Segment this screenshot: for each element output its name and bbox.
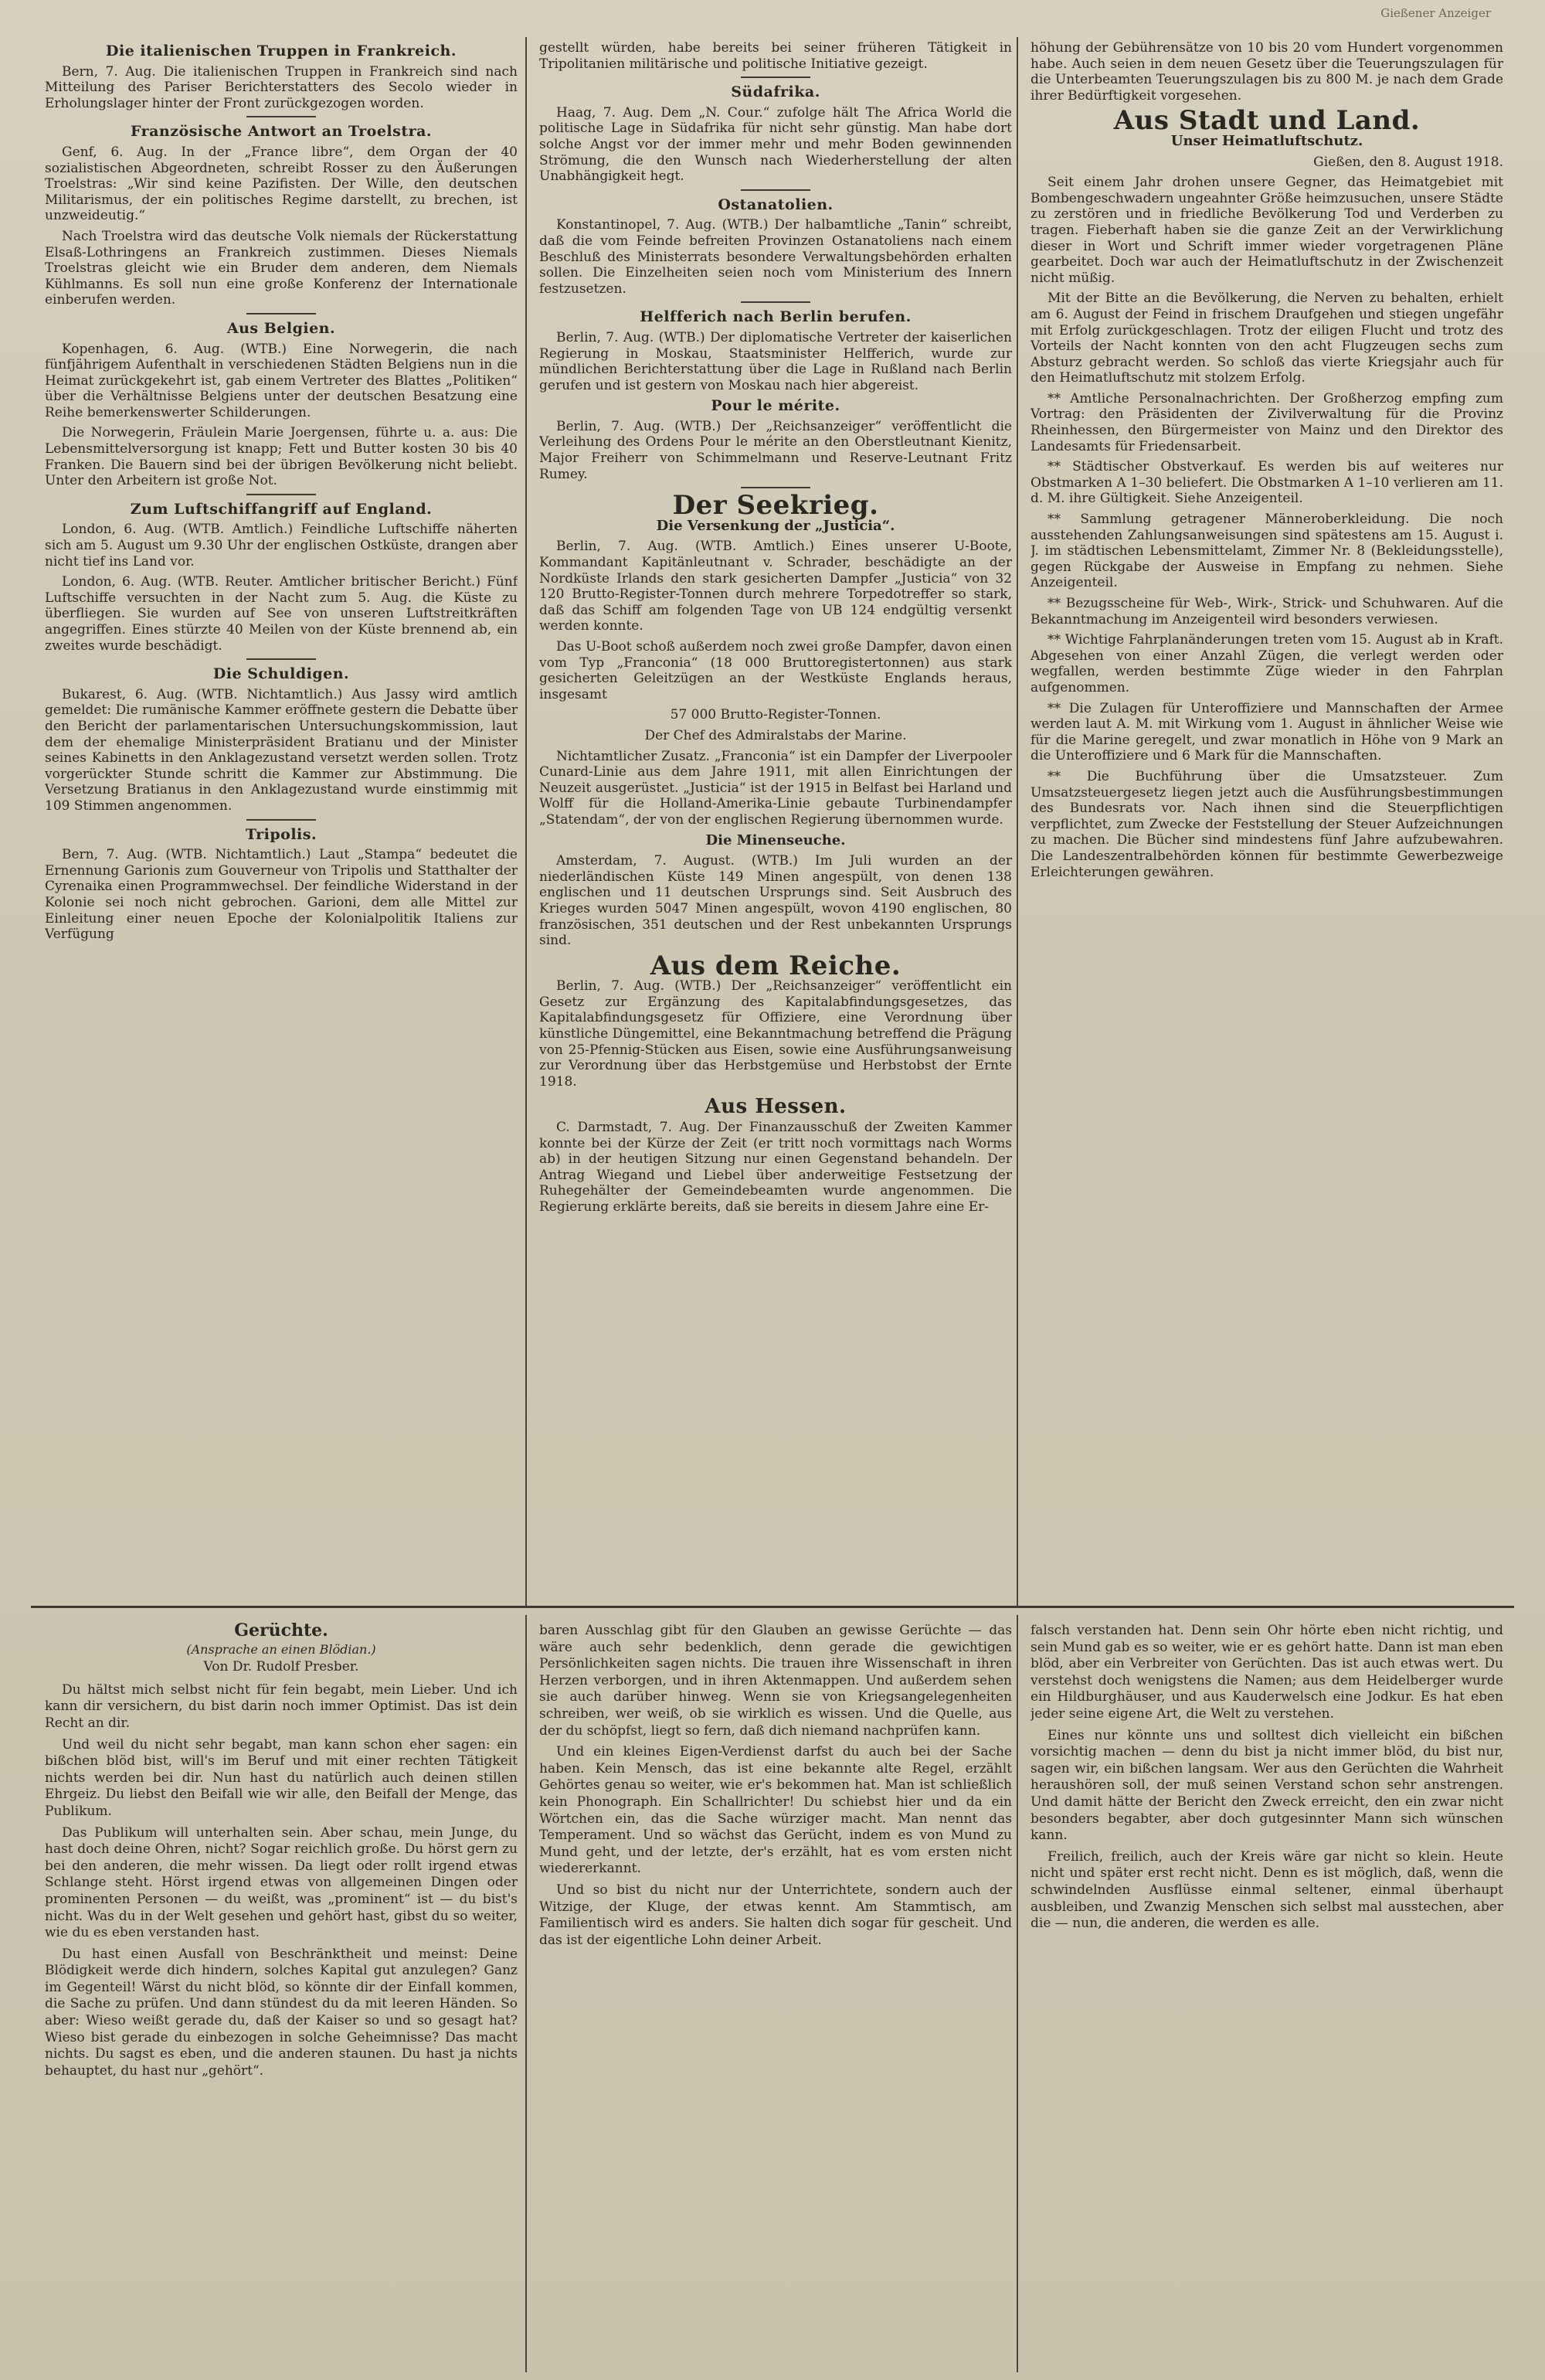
separator [741,189,810,191]
headline: Französische Antwort an Troelstra. [130,123,433,141]
separator [741,301,810,303]
article-text: Bern, 7. Aug. (WTB. Nichtamtlich.) Laut „Stampa“ bedeutet die Ernennung Garionis zum Gouverneur von Tripolis und Statthalter der Cyrenaika einen Programmwechsel. Der feindliche Widerstand in der Kolonie sei noch nicht gebrochen. Garioni, dem alle Mittel zur Einleitung einer neuen Epoche der Kolonialpolitik Italiens zur Verfügung [45,847,518,943]
dateline: Gießen, den 8. August 1918. [1313,154,1503,170]
article-text: Haag, 7. Aug. Dem „N. Cour.“ zufolge hält The Africa World die politische Lage in Südafrika für nicht sehr günstig. Man habe dort solche Angst vor der immer mehr und mehr Boden gewinnenden Strömung, die den Wunsch nach Wiederherstellung der alten Unabhängigkeit hegt. [539,104,1012,185]
article-text: ** Städtischer Obstverkauf. Es werden bis auf weiteres nur Obstmarken A 1–30 beliefert. Die Obstmarken A 1–10 verlieren am 11. d. M. ihre Gültigkeit. Siehe Anzeigenteil. [1031,459,1503,507]
article-text: London, 6. Aug. (WTB. Reuter. Amtlicher britischer Bericht.) Fünf Luftschiffe versuchten in der Nacht zum 5. Aug. die Küste zu überfliegen. Sie wurden auf See von unseren Luftstreitkräften angegriffen. Eines stürzte 40 Meilen von der Küste brennend ab, ein zweites wurde beschädigt. [45,574,518,654]
separator [246,658,316,660]
headline: Die Minenseuche. [705,831,846,848]
separator [246,819,316,821]
article-text: ** Bezugsscheine für Web-, Wirk-, Strick- und Schuhwaren. Auf die Bekanntmachung im Anzeigenteil wird besonders verwiesen. [1031,596,1503,627]
column-3 [1031,40,1503,1600]
article-text: ** Sammlung getragener Männeroberkleidung. Die noch ausstehenden Zahlungsanweisungen sind spätestens am 15. August i. J. im städtischen Lebensmittelamt, Zimmer Nr. 8 (Bekleidungsstelle), gegen Rückgabe der Ausweise in Empfang zu nehmen. Siehe Anzeigenteil. [1031,512,1503,591]
feuilleton-text: Du hältst mich selbst nicht für fein begabt, mein Lieber. Und ich kann dir versichern, du bist darin noch immer Optimist. Das ist dein Recht an dir. [45,1681,518,1731]
feuilleton-text: Freilich, freilich, auch der Kreis wäre gar nicht so klein. Heute nicht und später erst recht nicht. Denn es ist möglich, daß, wenn die schwindelnden Ausflüsse einmal seltener, einmal überhaupt ausbleiben, und Zwanzig Menschen sich selbst mal ausstechen, aber die — nun, die anderen, die werden es alle. [1031,1848,1503,1932]
feuilleton-subtitle: (Ansprache an einen Blödian.) [186,1641,376,1657]
feuilleton-text: Und so bist du nicht nur der Unterrichtete, sondern auch der Witzige, der Kluge, der etwas kennt. Am Stammtisch, am Familientisch wird es anders. Sie halten dich sogar für gescheit. Und das ist der eigentliche Lohn deiner Arbeit. [539,1882,1012,1948]
article-text: Bukarest, 6. Aug. (WTB. Nichtamtlich.) Aus Jassy wird amtlich gemeldet: Die rumänische Kammer eröffnete gestern die Debatte über den Bericht der parlamentarischen Untersuchungskommission, laut dem der ehemalige Ministerpräsident Bratianu und der Minister seines Kabinetts in den Anklagezustand versetzt werden sollen. Trotz vorgerückter Stunde schritt die Kammer zur Abstimmung. Die Versetzung Bratianus in den Anklagezustand wurde einstimmig mit 109 Stimmen angenommen. [45,686,518,814]
article-text: Amsterdam, 7. August. (WTB.) Im Juli wurden an der niederländischen Küste 149 Minen angespült, von denen 138 englischen und 11 deutschen Ursprungs sind. Seit Ausbruch des Krieges wurden 5047 Minen angespült, wovon 4190 englischen, 80 französischen, 351 deutschen und der Rest unbekannten Ursprungs sind. [539,853,1012,949]
feuilleton-rule [31,1606,1514,1608]
headline: Die Schuldigen. [212,665,350,683]
column-1 [45,40,518,1600]
feuilleton-text: Und weil du nicht sehr begabt, man kann schon eher sagen: ein bißchen blöd bist, will's im Beruf und mit einer rechten Tätigkeit nichts werden bei dir. Nun hast du natürlich auch deinen stillen Ehrgeiz. Du liebst den Beifall wie wir alle, den Beifall der Menge, das Publikum. [45,1736,518,1819]
headline: Tripolis. [245,825,317,843]
section-headline: Aus Stadt und Land. [1113,105,1421,137]
section-headline: Der Seekrieg. [672,490,879,522]
headline: Pour le mérite. [711,397,840,415]
signature-line: Der Chef des Admiralstabs der Marine. [644,727,907,743]
feuilleton-text: Das Publikum will unterhalten sein. Aber schau, mein Junge, du hast doch deine Ohren, nicht? Sogar reichlich große. Du hörst gern zu bei den anderen, die mehr wissen. Da liegt oder rollt irgend etwas Schlange steht. Hörst irgend etwas von allgemeinen Dingen oder prominenten Personen — du weißt, was „prominent“ ist — du bist's nicht. Was du in der Welt gesehen und gehört hast, gibst du so weiter, wie du es eben verstanden hast. [45,1824,518,1941]
article-text: Mit der Bitte an die Bevölkerung, die Nerven zu behalten, erhielt am 6. August der Feind in frischem Draufgehen und stiegen ungefähr mit Erfolg zurückgeschlagen. Trotz der eiligen Flucht und trotz des Vorteils der Nacht konnten von den acht Flugzeugen sechs zum Absturz gebracht werden. So schloß das vierte Kriegsjahr auch für den Heimatluftschutz mit stolzem Erfolg. [1031,291,1503,386]
section-headline: Aus Hessen. [705,1095,847,1119]
headline: Helfferich nach Berlin berufen. [640,308,912,326]
section-headline: Aus dem Reiche. [650,950,902,981]
article-text: Konstantinopel, 7. Aug. (WTB.) Der halbamtliche „Tanin“ schreibt, daß die vom Feinde befreiten Provinzen Ostanatoliens nach einem Beschluß des Ministerrats besondere Verwaltungsbehörden erhalten sollen. Die Einzelheiten seien noch vom Ministerium des Innern festzusetzen. [539,217,1012,297]
separator [246,313,316,314]
article-text: ** Die Zulagen für Unteroffiziere und Mannschaften der Armee werden laut A. M. mit Wirkung vom 1. August in ähnlicher Weise wie für die Marine geregelt, und zwar monatlich in Höhe von 9 Mark an die Unteroffiziere und 6 Mark für die Mannschaften. [1031,700,1503,764]
feuilleton-column-3 [1031,1623,1503,2365]
article-text: Nach Troelstra wird das deutsche Volk niemals der Rückerstattung Elsaß-Lothringens an Frankreich zustimmen. Dieses Niemals Troelstras gleicht wie ein Bruder dem anderen, dem Niemals Kühlmanns. Es soll nun eine große Konferenz der Internationale einberufen werden. [45,228,518,308]
column-rule [525,37,527,1606]
article-text: ** Amtliche Personalnachrichten. Der Großherzog empfing zum Vortrag: den Präsidenten der Zivilverwaltung für die Provinz Rheinhessen, den Bürgermeister von Mainz und den Direktor des Landesamts für Friedensarbeit. [1031,390,1503,454]
article-text: Seit einem Jahr drohen unsere Gegner, das Heimatgebiet mit Bombengeschwadern ungeahnter Größe heimzusuchen, unsere Städte zu zerstören und in friedliche Bevölkerung Tod und Verderben zu tragen. Fieberhaft haben sie die ganze Zeit an der Verwirklichung dieser in Wort und Schrift immer wieder vorgetragenen Pläne gearbeitet. Doch war auch der Heimatluftschutz in der Zwischenzeit nicht müßig. [1031,175,1503,286]
tonnage-total: 57 000 Brutto-Register-Tonnen. [670,707,881,723]
article-text: Berlin, 7. Aug. (WTB.) Der „Reichsanzeiger“ veröffentlicht ein Gesetz zur Ergänzung des Kapitalabfindungsgesetzes, das Kapitalabfindungsgesetz für Offiziere, eine Verordnung über künstliche Düngemittel, eine Bekanntmachung betreffend die Prägung von 25-Pfennig-Stücken aus Eisen, sowie eine Ausführungsanweisung zur Verordnung über das Herbstgemüse und Herbstobst der Ernte 1918. [539,978,1012,1090]
article-text: Das U-Boot schoß außerdem noch zwei große Dampfer, davon einen vom Typ „Franconia“ (18 000 Bruttoregistertonnen) aus stark gesicherten Geleitzügen an der Westküste Englands heraus, insgesamt [539,639,1012,702]
article-text: höhung der Gebührensätze von 10 bis 20 vom Hundert vorgenommen habe. Auch seien in dem neuen Gesetz über die Teuerungszulagen für die Unterbeamten Teuerungszulagen bis zu 800 M. je nach dem Grade ihrer Bedürftigkeit vorgesehen. [1031,40,1503,104]
article-text: ** Die Buchführung über die Umsatzsteuer. Zum Umsatzsteuergesetz liegen jetzt auch die Ausführungsbestimmungen des Bundesrats vor. Nach ihnen sind die Steuerpflichtigen verpflichtet, zum Zwecke der Feststellung der Steuer Aufzeichnungen zu machen. Die Bücher sind mindestens fünf Jahre aufzubewahren. Die Landeszentralbehörden können für bestimmte Gewerbezweige Erleichterungen gewähren. [1031,768,1503,880]
article-text: C. Darmstadt, 7. Aug. Der Finanzausschuß der Zweiten Kammer konnte bei der Kürze der Zeit (er tritt noch vormittags nach Worms ab) in der heutigen Sitzung nur einen Gegenstand behandeln. Der Antrag Wiegand und Liebel über anderweitige Festsetzung der Ruhegehälter der Gemeindebeamten wurde angenommen. Die Regierung erklärte bereits, daß sie bereits in diesem Jahre eine Er- [539,1120,1012,1215]
separator [246,116,316,117]
feuilleton-column-2 [539,1623,1012,2365]
article-text: London, 6. Aug. (WTB. Amtlich.) Feindliche Luftschiffe näherten sich am 5. August um 9.30 Uhr der englischen Ostküste, drangen aber nicht tief ins Land vor. [45,522,518,570]
feuilleton-author: Von Dr. Rudolf Presber. [203,1659,359,1675]
article-text: Berlin, 7. Aug. (WTB. Amtlich.) Eines unserer U-Boote, Kommandant Kapitänleutnant v. Schrader, beschädigte an der Nordküste Irlands den stark gesicherten Dampfer „Justicia“ von 32 120 Brutto-Register-Tonnen durch mehrere Torpedotreffer so stark, daß das Schiff am folgenden Tage von UB 124 endgültig versenkt werden konnte. [539,539,1012,634]
feuilleton-text: Du hast einen Ausfall von Beschränktheit und meinst: Deine Blödigkeit werde dich hindern, solches Kapital gut anzulegen? Ganz im Gegenteil! Wärst du nicht blöd, so könnte dir der Einfall kommen, die Sache zu prüfen. Und dann stündest du da mit leeren Händen. So aber: Wieso weißt gerade du, daß der Kaiser so und so gesagt hat? Wieso bist gerade du einbezogen in solche Geheimnisse? Das macht nichts. Du sagst es eben, und die anderen staunen. Du hast ja nichts behauptet, du hast nur „gehört“. [45,1946,518,2079]
headline: Aus Belgien. [226,319,336,337]
headline: Die italienischen Truppen in Frankreich. [106,42,457,60]
feuilleton-text: Eines nur könnte uns und solltest dich vielleicht ein bißchen vorsichtig machen — denn du bist ja nicht immer blöd, du bist nur, sagen wir, ein bißchen langsam. Wer aus den Gerüchten die Wahrheit heraushören soll, der muß seinen Verstand schon sehr anstrengen. Und damit hätte der Bericht den Zweck erreicht, den ein zwar nicht besonders begabter, aber doch gutgesinnter Mann sich wünschen kann. [1031,1727,1503,1844]
headline: Südafrika. [731,83,820,101]
column-rule [525,1615,527,2372]
article-text: gestellt würden, habe bereits bei seiner früheren Tätigkeit in Tripolitanien militärische und politische Initiative gezeigt. [539,40,1012,72]
column-rule [1017,37,1018,1606]
feuilleton-text: falsch verstanden hat. Denn sein Ohr hörte eben nicht richtig, und sein Mund gab es so weiter, wie er es gehört hatte. Dann ist man eben blöd, aber ein Verbreiter von Gerüchten. Das ist auch etwas wert. Du verstehst doch wenigstens die Namen; aus dem Heidelberger wurde ein Hildburghäuser, und aus Kauderwelsch eine Jodkur. Es hat eben jeder seine eigene Art, die Welt zu verstehen. [1031,1623,1503,1722]
article-text: Berlin, 7. Aug. (WTB.) Der diplomatische Vertreter der kaiserlichen Regierung in Moskau, Staatsminister Helfferich, wurde zur mündlichen Berichterstattung über die Lage in Rußland nach Berlin gerufen und ist gestern von Moskau nach hier abgereist. [539,329,1012,393]
article-text: Bern, 7. Aug. Die italienischen Truppen in Frankreich sind nach Mitteilung des Pariser Berichterstatters des Secolo wieder in Erholungslager hinter der Front zurückgezogen worden. [45,63,518,111]
separator [741,487,810,488]
headline: Zum Luftschiffangriff auf England. [130,500,433,518]
feuilleton-column-1 [45,1623,518,2365]
headline: Ostanatolien. [718,196,834,213]
headline: Unser Heimatluftschutz. [1170,132,1363,149]
article-text: Kopenhagen, 6. Aug. (WTB.) Eine Norwegerin, die nach fünfjährigem Aufenthalt in verschiedenen Städten Belgiens nun in die Heimat zurückgekehrt ist, gab einem Vertreter des Blattes „Politiken“ über die Verhältnisse Belgiens unter der deutschen Besatzung eine Reihe bemerkenswerter Schilderungen. [45,341,518,420]
feuilleton-text: Und ein kleines Eigen-Verdienst darfst du auch bei der Sache haben. Kein Mensch, das ist eine bekannte alte Regel, erzählt Gehörtes genau so weiter, wie er's bekommen hat. Man ist schließlich kein Phonograph. Ein Schallrichter! Du schiebst hier und da ein Wörtchen ein, das die Sache würziger macht. Man nennt das Temperament. Und so wächst das Gerücht, indem es von Mund zu Mund geht, und der letzte, der's erzählt, hat es vom ersten nicht wiedererkannt. [539,1744,1012,1877]
column-rule [1017,1615,1018,2372]
feuilleton-text: baren Ausschlag gibt für den Glauben an gewisse Gerüchte — das wäre auch sehr bedenklich, denn gerade die gewichtigen Persönlichkeiten sagen nichts. Die trauen ihre Wissenschaft in ihren Herzen verborgen, und in ihren Aktenmappen. Und außerdem sehen sie auch darüber hinweg. Wenn sie von Kriegsangelegenheiten schreiben, wer weiß, ob sie wirklich es wissen. Und die Quelle, aus der du schöpfst, liegt so fern, daß dich niemand nachprüfen kann. [539,1623,1012,1739]
feuilleton-title: Gerüchte. [234,1623,328,1640]
article-text: Genf, 6. Aug. In der „France libre“, dem Organ der 40 sozialistischen Abgeordneten, schreibt Rosser zu den Äußerungen Troelstras: „Wir sind keine Pazifisten. Der Wille, den deutschen Militarismus, der ein politisches Regime darstellt, zu brechen, ist unzweideutig.“ [45,144,518,224]
header-fragment: Gießener Anzeiger [1380,6,1491,20]
article-text: Die Norwegerin, Fräulein Marie Joergensen, führte u. a. aus: Die Lebensmittelversorgung ist knapp; Fett und Butter kosten 30 bis 40 Franken. Die Bauern sind bei der übrigen Bevölkerung nicht beliebt. Unter den Arbeitern ist große Not. [45,425,518,489]
separator [741,76,810,78]
article-text: Nichtamtlicher Zusatz. „Franconia“ ist ein Dampfer der Liverpooler Cunard-Linie aus dem Jahre 1911, mit allen Einrichtungen der Neuzeit ausgerüstet. „Justicia“ ist der 1915 in Belfast bei Harland und Wolff für die Holland-Amerika-Linie gebaute Turbinendampfer „Statendam“, der von der englischen Regierung übernommen wurde. [539,748,1012,828]
separator [246,494,316,495]
article-text: Berlin, 7. Aug. (WTB.) Der „Reichsanzeiger“ veröffentlicht die Verleihung des Ordens Pour le mérite an den Oberstleutnant Kienitz, Major Freiherr von Schimmelmann und Reserve-Leutnant Fritz Rumey. [539,418,1012,482]
article-text: ** Wichtige Fahrplanänderungen treten vom 15. August ab in Kraft. Abgesehen von einer Anzahl Zügen, die verlegt werden oder wegfallen, werden bestimmte Züge wieder in den Fahrplan aufgenommen. [1031,632,1503,695]
headline: Die Versenkung der „Justicia“. [656,517,895,534]
column-2 [539,40,1012,1600]
